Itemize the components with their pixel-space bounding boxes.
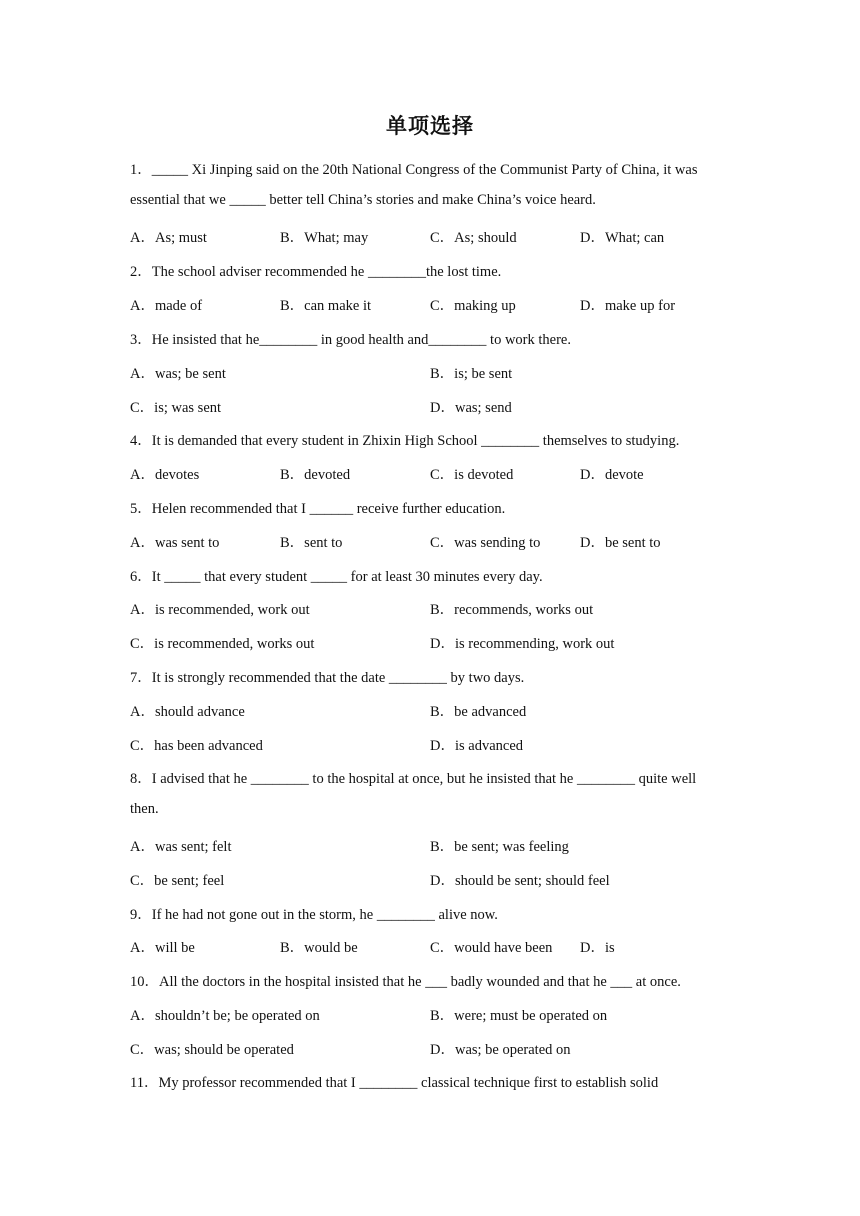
question-9-option-b: B．would be bbox=[280, 940, 358, 956]
question-7-option-b: B．be advanced bbox=[430, 704, 527, 720]
question-2-option-a: A．made of bbox=[130, 298, 203, 314]
question-8-option-b: B．be sent; was feeling bbox=[430, 839, 569, 855]
question-7-option-c: C．has been advanced bbox=[130, 738, 263, 754]
question-4-option-a: A．devotes bbox=[130, 467, 200, 483]
question-3-option-d: D．was; send bbox=[430, 400, 512, 416]
question-10-stem: 10．All the doctors in the hospital insisted that he ___ badly wounded and that he ___ at once. bbox=[130, 974, 681, 990]
question-10-option-c: C．was; should be operated bbox=[130, 1042, 294, 1058]
page-title: 单项选择 bbox=[386, 114, 474, 138]
question-6-stem: 6．It _____ that every student _____ for at least 30 minutes every day. bbox=[130, 569, 543, 585]
question-5-option-b: B．sent to bbox=[280, 535, 343, 551]
question-7-stem: 7．It is strongly recommended that the date ________ by two days. bbox=[130, 670, 525, 686]
question-8-option-d: D．should be sent; should feel bbox=[430, 873, 610, 889]
question-1-stem-line-1: 1．_____ Xi Jinping said on the 20th National Congress of the Communist Party of China, it was bbox=[130, 162, 698, 178]
question-5-stem: 5．Helen recommended that I ______ receive further education. bbox=[130, 501, 506, 517]
question-7-option-d: D．is advanced bbox=[430, 738, 524, 754]
question-6-option-c: C．is recommended, works out bbox=[130, 636, 315, 652]
question-1-option-d: D．What; can bbox=[580, 230, 665, 246]
question-2-option-b: B．can make it bbox=[280, 298, 372, 314]
question-8-stem-line-1: 8．I advised that he ________ to the hospital at once, but he insisted that he ________ quite well bbox=[130, 771, 697, 787]
question-3-stem: 3．He insisted that he________ in good health and________ to work there. bbox=[130, 332, 571, 348]
question-10-option-a: A．shouldn’t be; be operated on bbox=[130, 1008, 320, 1024]
question-11-stem: 11．My professor recommended that I ________ classical technique first to establish solid bbox=[130, 1075, 659, 1091]
question-10-option-b: B．were; must be operated on bbox=[430, 1008, 608, 1024]
question-7-option-a: A．should advance bbox=[130, 704, 245, 720]
question-9-option-a: A．will be bbox=[130, 940, 195, 956]
question-5-option-a: A．was sent to bbox=[130, 535, 220, 551]
question-4-stem: 4．It is demanded that every student in Zhixin High School ________ themselves to studying. bbox=[130, 433, 680, 449]
question-2-stem: 2．The school adviser recommended he ________the lost time. bbox=[130, 264, 502, 280]
question-3-option-b: B．is; be sent bbox=[430, 366, 513, 382]
question-5-option-d: D．be sent to bbox=[580, 535, 661, 551]
question-5-option-c: C．was sending to bbox=[430, 535, 541, 551]
question-9-option-d: D．is bbox=[580, 940, 615, 956]
question-3-option-a: A．was; be sent bbox=[130, 366, 226, 382]
question-9-stem: 9．If he had not gone out in the storm, he ________ alive now. bbox=[130, 907, 498, 923]
question-9-option-c: C．would have been bbox=[430, 940, 553, 956]
question-2-option-d: D．make up for bbox=[580, 298, 676, 314]
question-1-option-c: C．As; should bbox=[430, 230, 517, 246]
question-6-option-b: B．recommends, works out bbox=[430, 602, 594, 618]
question-4-option-c: C．is devoted bbox=[430, 467, 514, 483]
question-4-option-d: D．devote bbox=[580, 467, 644, 483]
question-2-option-c: C．making up bbox=[430, 298, 516, 314]
question-8-option-a: A．was sent; felt bbox=[130, 839, 232, 855]
question-10-option-d: D．was; be operated on bbox=[430, 1042, 571, 1058]
question-3-option-c: C．is; was sent bbox=[130, 400, 222, 416]
question-1-stem-line-2: essential that we _____ better tell China’s stories and make China’s voice heard. bbox=[130, 192, 596, 208]
question-6-option-d: D．is recommending, work out bbox=[430, 636, 615, 652]
question-8-stem-line-2: then. bbox=[130, 801, 159, 817]
question-1-option-a: A．As; must bbox=[130, 230, 207, 246]
question-1-option-b: B．What; may bbox=[280, 230, 369, 246]
question-4-option-b: B．devoted bbox=[280, 467, 351, 483]
question-6-option-a: A．is recommended, work out bbox=[130, 602, 310, 618]
question-8-option-c: C．be sent; feel bbox=[130, 873, 225, 889]
